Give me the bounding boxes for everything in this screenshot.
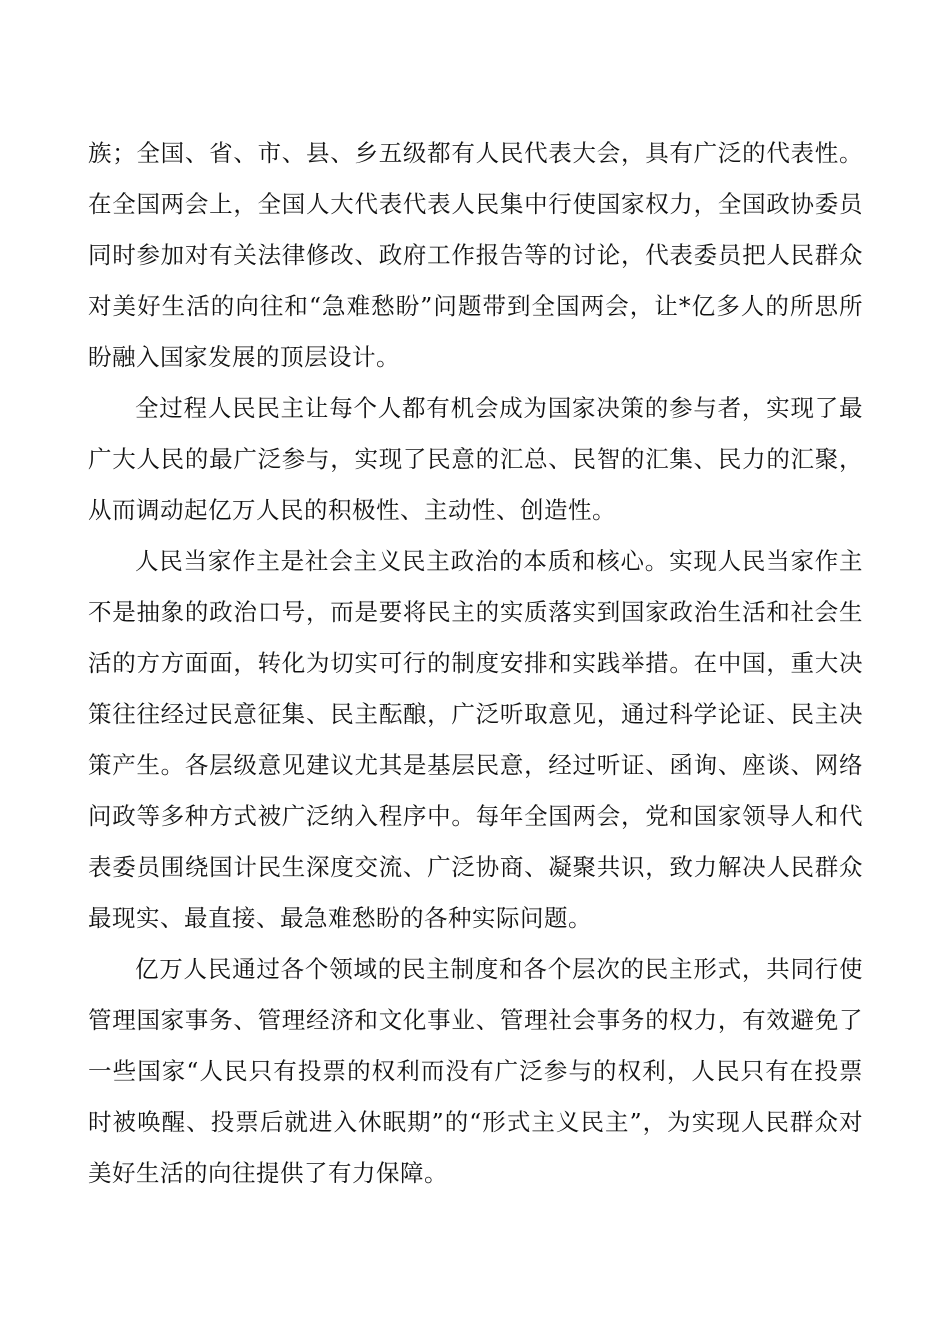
paragraph-1: 族；全国、省、市、县、乡五级都有人民代表大会，具有广泛的代表性。在全国两会上，全国人大代表代表人民集中行使国家权力，全国政协委员同时参加对有关法律修改、政府工作报告等的讨论，代表委员把人民群众对美好生活的向往和“急难愁盼”问题带到全国两会，让*亿多人的所思所盼融入国家发展的顶层设计。: [88, 139, 863, 371]
paragraph-4: 亿万人民通过各个领域的民主制度和各个层次的民主形式，共同行使管理国家事务、管理经济和文化事业、管理社会事务的权力，有效避免了一些国家“人民只有投票的权利而没有广泛参与的权利，人民只有在投票时被唤醒、投票后就进入休眠期”的“形式主义民主”，为实现人民群众对美好生活的向往提供了有力保障。: [88, 955, 863, 1187]
paragraph-3: 人民当家作主是社会主义民主政治的本质和核心。实现人民当家作主不是抽象的政治口号，而是要将民主的实质落实到国家政治生活和社会生活的方方面面，转化为切实可行的制度安排和实践举措。在中国，重大决策往往经过民意征集、民主酝酿，广泛听取意见，通过科学论证、民主决策产生。各层级意见建议尤其是基层民意，经过听证、函询、座谈、网络问政等多种方式被广泛纳入程序中。每年全国两会，党和国家领导人和代表委员围绕国计民生深度交流、广泛协商、凝聚共识，致力解决人民群众最现实、最直接、最急难愁盼的各种实际问题。: [88, 547, 863, 932]
paragraph-2: 全过程人民民主让每个人都有机会成为国家决策的参与者，实现了最广大人民的最广泛参与，实现了民意的汇总、民智的汇集、民力的汇聚，从而调动起亿万人民的积极性、主动性、创造性。: [88, 394, 863, 524]
document-body: [88, 128, 863, 1199]
